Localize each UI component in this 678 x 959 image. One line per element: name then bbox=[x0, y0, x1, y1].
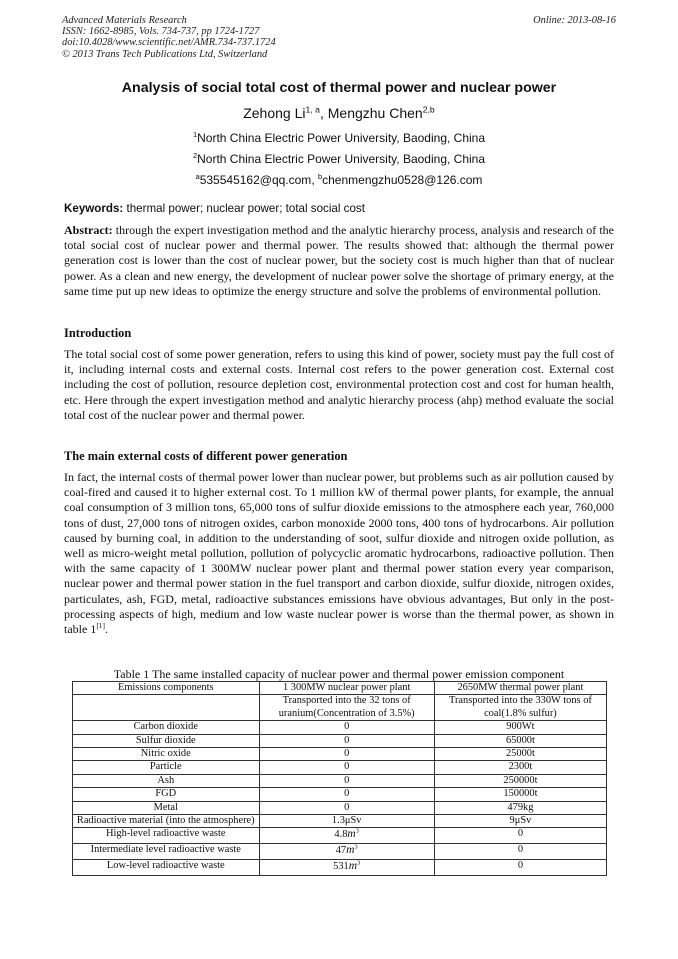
affiliation-1 bbox=[0, 131, 678, 145]
table-cell: 65000t bbox=[434, 734, 606, 747]
table-cell bbox=[259, 844, 434, 860]
author-2-sup: 2,b bbox=[422, 104, 435, 115]
journal-name: Advanced Materials Research bbox=[62, 15, 187, 26]
value-unit: m bbox=[346, 844, 355, 857]
external-costs-body: In fact, the internal costs of thermal power lower than nuclear power, but problems such as air pollution caused by coal-fired and caused it to higher external cost. To 1 million kW of thermal power plants, for example, the annual coal consumption of 3 million tons, 65,000 tons of sulfur dioxide emissions to the atmosphere each year, 760,000 tons of dust, 27,000 tons of nitrogen oxides, carbon monoxide 2000 tons, 400 tons of hydrocarbons. Air pollution caused by burning coal, in addition to the understanding of soot, sulfur dioxide and nitrogen oxide pollution, as well as micro-weight metal pollution, pollution of polycyclic aromatic hydrocarbons, radioactive pollution. Then with the same capacity of 1 300MW nuclear power plant and thermal power station every year comparison, nuclear power and thermal power station in the fuel transport and carbon dioxide, sulfur dioxide, nitrogen oxides, particulates, ash, FGD, metal, radioactive substances emissions have obvious advantages, But only in the post-processing aspects of high, medium and low waste nuclear power is worse than the thermal power, as shown in table 1 bbox=[64, 470, 614, 637]
value-unit: m bbox=[348, 860, 358, 873]
affiliation-2-sup: 2 bbox=[192, 151, 198, 160]
external-costs-text bbox=[64, 470, 614, 637]
email-a[interactable]: 535545162@qq.com bbox=[199, 173, 312, 187]
value-number: 47 bbox=[335, 845, 347, 857]
table-cell: 1.3μSv bbox=[259, 815, 434, 828]
table-cell: High-level radioactive waste bbox=[73, 828, 260, 844]
value-exponent: 3 bbox=[357, 860, 361, 867]
email-line bbox=[0, 173, 678, 187]
table-cell: Nitric oxide bbox=[73, 748, 260, 761]
issn-line: ISSN: 1662-8985, Vols. 734-737, pp 1724-1727 bbox=[62, 26, 260, 38]
table-cell: Metal bbox=[73, 801, 260, 814]
table-header-row bbox=[73, 682, 607, 695]
table-cell: 250000t bbox=[434, 774, 606, 787]
table-cell: 0 bbox=[259, 788, 434, 801]
header-cell: 2650MW thermal power plant bbox=[434, 682, 606, 695]
keywords-label: Keywords: bbox=[64, 202, 124, 215]
abstract-text: through the expert investigation method and the analytic hierarchy process, analysis and research of the total social cost of nuclear power and thermal power. The results showed that: although the thermal power generation cost is lower than the cost of nuclear power, but the society cost is much higher than that of nuclear power. As a clean and new energy, the development of nuclear power solve the shortage of primary energy, at the same time put up new ideas to optimize the energy structure and solve the problems of environmental pollution. bbox=[64, 223, 614, 298]
introduction-text: The total social cost of some power generation, refers to using this kind of power, society must pay the full cost of it, including internal costs and external costs. Internal cost refers to the power generation cost. External cost including the cost of pollution, resource depletion cost, environmental protection cost and cost for human health, etc. Here through the expert investigation method and analytic hierarchy process (ahp) method evaluate the social total cost of the nuclear power and thermal power. bbox=[64, 347, 614, 422]
journal-meta bbox=[62, 15, 276, 60]
table-cell: Low-level radioactive waste bbox=[73, 860, 260, 876]
table-cell: Sulfur dioxide bbox=[73, 734, 260, 747]
emissions-table bbox=[72, 681, 607, 876]
table-cell: 2300t bbox=[434, 761, 606, 774]
value-number: 4.8 bbox=[334, 829, 348, 841]
table-cell: Intermediate level radioactive waste bbox=[73, 844, 260, 860]
author-separator: , bbox=[319, 105, 328, 121]
subheader-cell: Transported into the 330W tons of coal(1.8% sulfur) bbox=[434, 695, 606, 721]
value-exponent: 3 bbox=[355, 828, 359, 835]
header-cell: 1 300MW nuclear power plant bbox=[259, 682, 434, 695]
table-cell: 0 bbox=[434, 844, 606, 860]
author-2: Mengzhu Chen bbox=[327, 105, 423, 121]
table-cell: 900Wt bbox=[434, 721, 606, 734]
external-costs-end: . bbox=[105, 622, 109, 637]
value-number: 531 bbox=[333, 861, 349, 873]
email-b[interactable]: chenmengzhu0528@126.com bbox=[322, 173, 483, 187]
table-cell bbox=[259, 828, 434, 844]
table-cell: Carbon dioxide bbox=[73, 721, 260, 734]
affiliation-2-text: North China Electric Power University, Baoding, China bbox=[197, 152, 486, 166]
subheader-cell: Transported into the 32 tons of uranium(Concentration of 3.5%) bbox=[259, 695, 434, 721]
affiliation-1-text: North China Electric Power University, Baoding, China bbox=[197, 131, 486, 145]
abstract-label: Abstract: bbox=[64, 223, 113, 237]
author-line bbox=[0, 105, 678, 121]
table-subheader-row bbox=[73, 695, 607, 721]
table-cell: 479kg bbox=[434, 801, 606, 814]
table-row bbox=[73, 761, 607, 774]
email-a-sup: a bbox=[195, 172, 200, 181]
author-1: Zehong Li bbox=[243, 105, 306, 121]
doi-line[interactable]: doi:10.4028/www.scientific.net/AMR.734-737.1724 bbox=[62, 37, 276, 49]
table-cell: 0 bbox=[259, 774, 434, 787]
keywords-text: thermal power; nuclear power; total social cost bbox=[123, 202, 365, 215]
table-caption: Table 1 The same installed capacity of nuclear power and thermal power emission component bbox=[113, 667, 565, 681]
table-cell: Particle bbox=[73, 761, 260, 774]
affiliation-2 bbox=[0, 152, 678, 166]
table-cell: 0 bbox=[434, 860, 606, 876]
table-row bbox=[73, 748, 607, 761]
table-cell: 9μSv bbox=[434, 815, 606, 828]
table-cell: 25000t bbox=[434, 748, 606, 761]
external-costs-heading: The main external costs of different power generation bbox=[64, 449, 348, 463]
table-cell: 0 bbox=[259, 734, 434, 747]
table-row bbox=[73, 801, 607, 814]
table-row bbox=[73, 774, 607, 787]
abstract bbox=[64, 223, 614, 299]
citation-ref[interactable]: [1] bbox=[96, 621, 106, 631]
table-cell: 0 bbox=[259, 801, 434, 814]
paper-title: Analysis of social total cost of thermal power and nuclear power bbox=[121, 80, 557, 96]
table-row bbox=[73, 860, 607, 876]
email-b-sup: b bbox=[317, 172, 323, 181]
table-row bbox=[73, 815, 607, 828]
table-cell: 0 bbox=[259, 721, 434, 734]
table-cell: Radioactive material (into the atmosphere) bbox=[73, 815, 260, 828]
table-cell: Ash bbox=[73, 774, 260, 787]
table-row bbox=[73, 828, 607, 844]
author-1-sup: 1, a bbox=[305, 104, 320, 115]
table-cell: 0 bbox=[259, 761, 434, 774]
table-cell: 150000t bbox=[434, 788, 606, 801]
value-unit: m bbox=[347, 828, 356, 841]
email-separator: , bbox=[311, 173, 318, 187]
table-cell: FGD bbox=[73, 788, 260, 801]
copyright-line: © 2013 Trans Tech Publications Ltd, Switzerland bbox=[62, 48, 268, 60]
table-row bbox=[73, 734, 607, 747]
header-cell: Emissions components bbox=[73, 682, 260, 695]
table-row bbox=[73, 788, 607, 801]
value-exponent: 3 bbox=[354, 844, 358, 851]
keywords bbox=[64, 202, 365, 215]
subheader-cell bbox=[73, 695, 260, 721]
table-row bbox=[73, 721, 607, 734]
online-date: Online: 2013-08-16 bbox=[533, 15, 616, 26]
table-cell: 0 bbox=[259, 748, 434, 761]
table-cell: 0 bbox=[434, 828, 606, 844]
table-cell bbox=[259, 860, 434, 876]
table-row bbox=[73, 844, 607, 860]
affiliation-1-sup: 1 bbox=[192, 130, 198, 139]
introduction-heading: Introduction bbox=[64, 326, 132, 340]
